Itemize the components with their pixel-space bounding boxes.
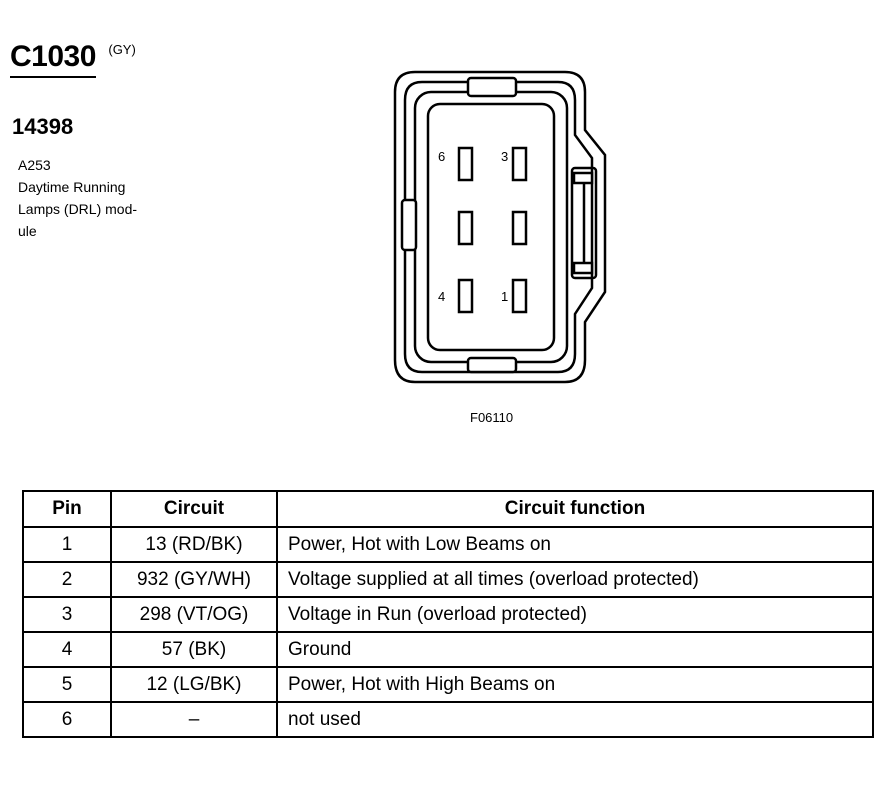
description-line: ule (18, 223, 37, 239)
table-row (23, 527, 873, 562)
pin-label-6: 6 (438, 149, 446, 164)
top-key-tab (468, 78, 516, 96)
circuit-cell: 12 (LG/BK) (111, 667, 277, 702)
function-cell: Power, Hot with Low Beams on (277, 527, 873, 562)
table-row (23, 632, 873, 667)
part-number: 14398 (12, 114, 74, 139)
connector-color: (GY) (108, 42, 136, 57)
column-header-circuit: Circuit (111, 491, 277, 527)
circuit-cell: 298 (VT/OG) (111, 597, 277, 632)
figure-reference: F06110 (470, 410, 514, 425)
description-line: Lamps (DRL) mod- (18, 201, 138, 217)
function-cell: Voltage supplied at all times (overload protected) (277, 562, 873, 597)
table-row (23, 667, 873, 702)
pin-cell: 2 (23, 562, 111, 597)
pin-label-3: 3 (501, 149, 509, 164)
terminal-1 (513, 280, 526, 312)
table-row (23, 597, 873, 632)
connector-seal-outline (415, 92, 567, 362)
circuit-cell: 13 (RD/BK) (111, 527, 277, 562)
function-cell: not used (277, 702, 873, 737)
terminal-6 (459, 148, 472, 180)
connector-face-diagram (380, 60, 630, 405)
connector-inner-housing (405, 82, 592, 372)
pin-cell: 1 (23, 527, 111, 562)
terminal-3 (513, 148, 526, 180)
table-row (23, 562, 873, 597)
terminal-5 (459, 212, 472, 244)
left-side-tab (402, 200, 416, 250)
column-header-function: Circuit function (277, 491, 873, 527)
pin-label-4: 4 (438, 289, 446, 304)
circuit-cell: 57 (BK) (111, 632, 277, 667)
connector-id: C1030 (10, 40, 96, 78)
function-cell: Power, Hot with High Beams on (277, 667, 873, 702)
component-description (18, 154, 137, 242)
circuit-cell: 932 (GY/WH) (111, 562, 277, 597)
table-row (23, 702, 873, 737)
pin-cell: 4 (23, 632, 111, 667)
table-header-row (23, 491, 873, 527)
function-cell: Voltage in Run (overload protected) (277, 597, 873, 632)
pinout-table (22, 490, 874, 738)
pin-label-1: 1 (501, 289, 509, 304)
pin-cell: 6 (23, 702, 111, 737)
terminal-2 (513, 212, 526, 244)
description-line: Daytime Running (18, 179, 126, 195)
connector-header (10, 40, 136, 78)
bottom-key-tab (468, 358, 516, 372)
description-line: A253 (18, 157, 51, 173)
pin-cell: 3 (23, 597, 111, 632)
pin-cavity-area (428, 104, 554, 350)
function-cell: Ground (277, 632, 873, 667)
pin-cell: 5 (23, 667, 111, 702)
column-header-pin: Pin (23, 491, 111, 527)
circuit-cell: – (111, 702, 277, 737)
connector-outer-housing (395, 72, 605, 382)
terminal-4 (459, 280, 472, 312)
